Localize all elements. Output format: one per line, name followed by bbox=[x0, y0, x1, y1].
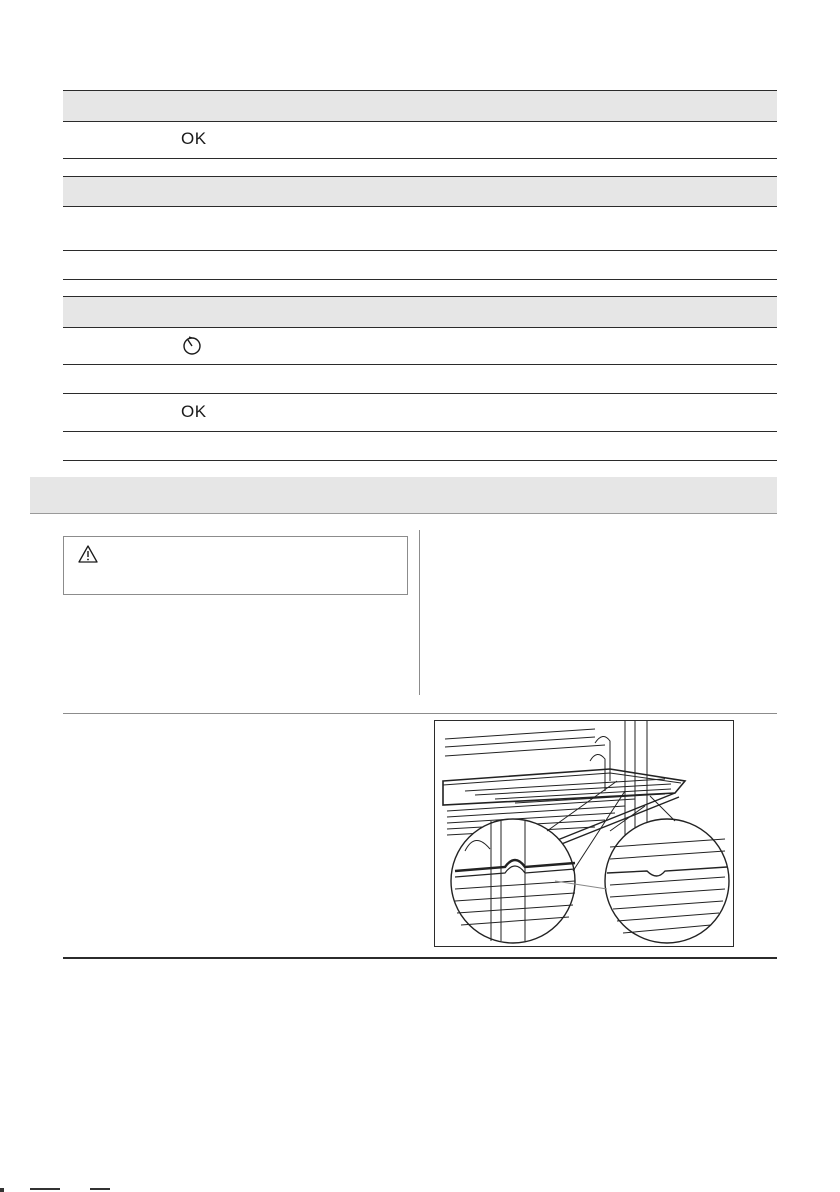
table-2-header bbox=[63, 176, 777, 207]
table-row bbox=[63, 432, 777, 461]
table-3-header bbox=[63, 296, 777, 328]
column-divider bbox=[419, 530, 420, 695]
divider-bottom bbox=[63, 957, 777, 959]
ok-icon bbox=[181, 402, 207, 422]
page-edge-marks bbox=[0, 1188, 120, 1192]
section-header bbox=[30, 477, 777, 514]
ok-label: OK bbox=[181, 129, 207, 148]
warning-triangle-icon bbox=[78, 545, 98, 563]
oven-shelf-drawing bbox=[435, 721, 733, 946]
table-1-header bbox=[63, 90, 777, 122]
table-row bbox=[63, 365, 777, 394]
timer-icon bbox=[181, 334, 203, 356]
table-row bbox=[63, 327, 777, 365]
oven-shelf-illustration bbox=[434, 720, 734, 947]
ok-icon bbox=[181, 129, 207, 149]
table-row bbox=[63, 206, 777, 251]
table-row bbox=[63, 121, 777, 159]
ok-label: OK bbox=[181, 402, 207, 421]
divider-top bbox=[63, 713, 777, 714]
table-row bbox=[63, 251, 777, 280]
table-row bbox=[63, 394, 777, 432]
warning-box bbox=[63, 536, 408, 595]
